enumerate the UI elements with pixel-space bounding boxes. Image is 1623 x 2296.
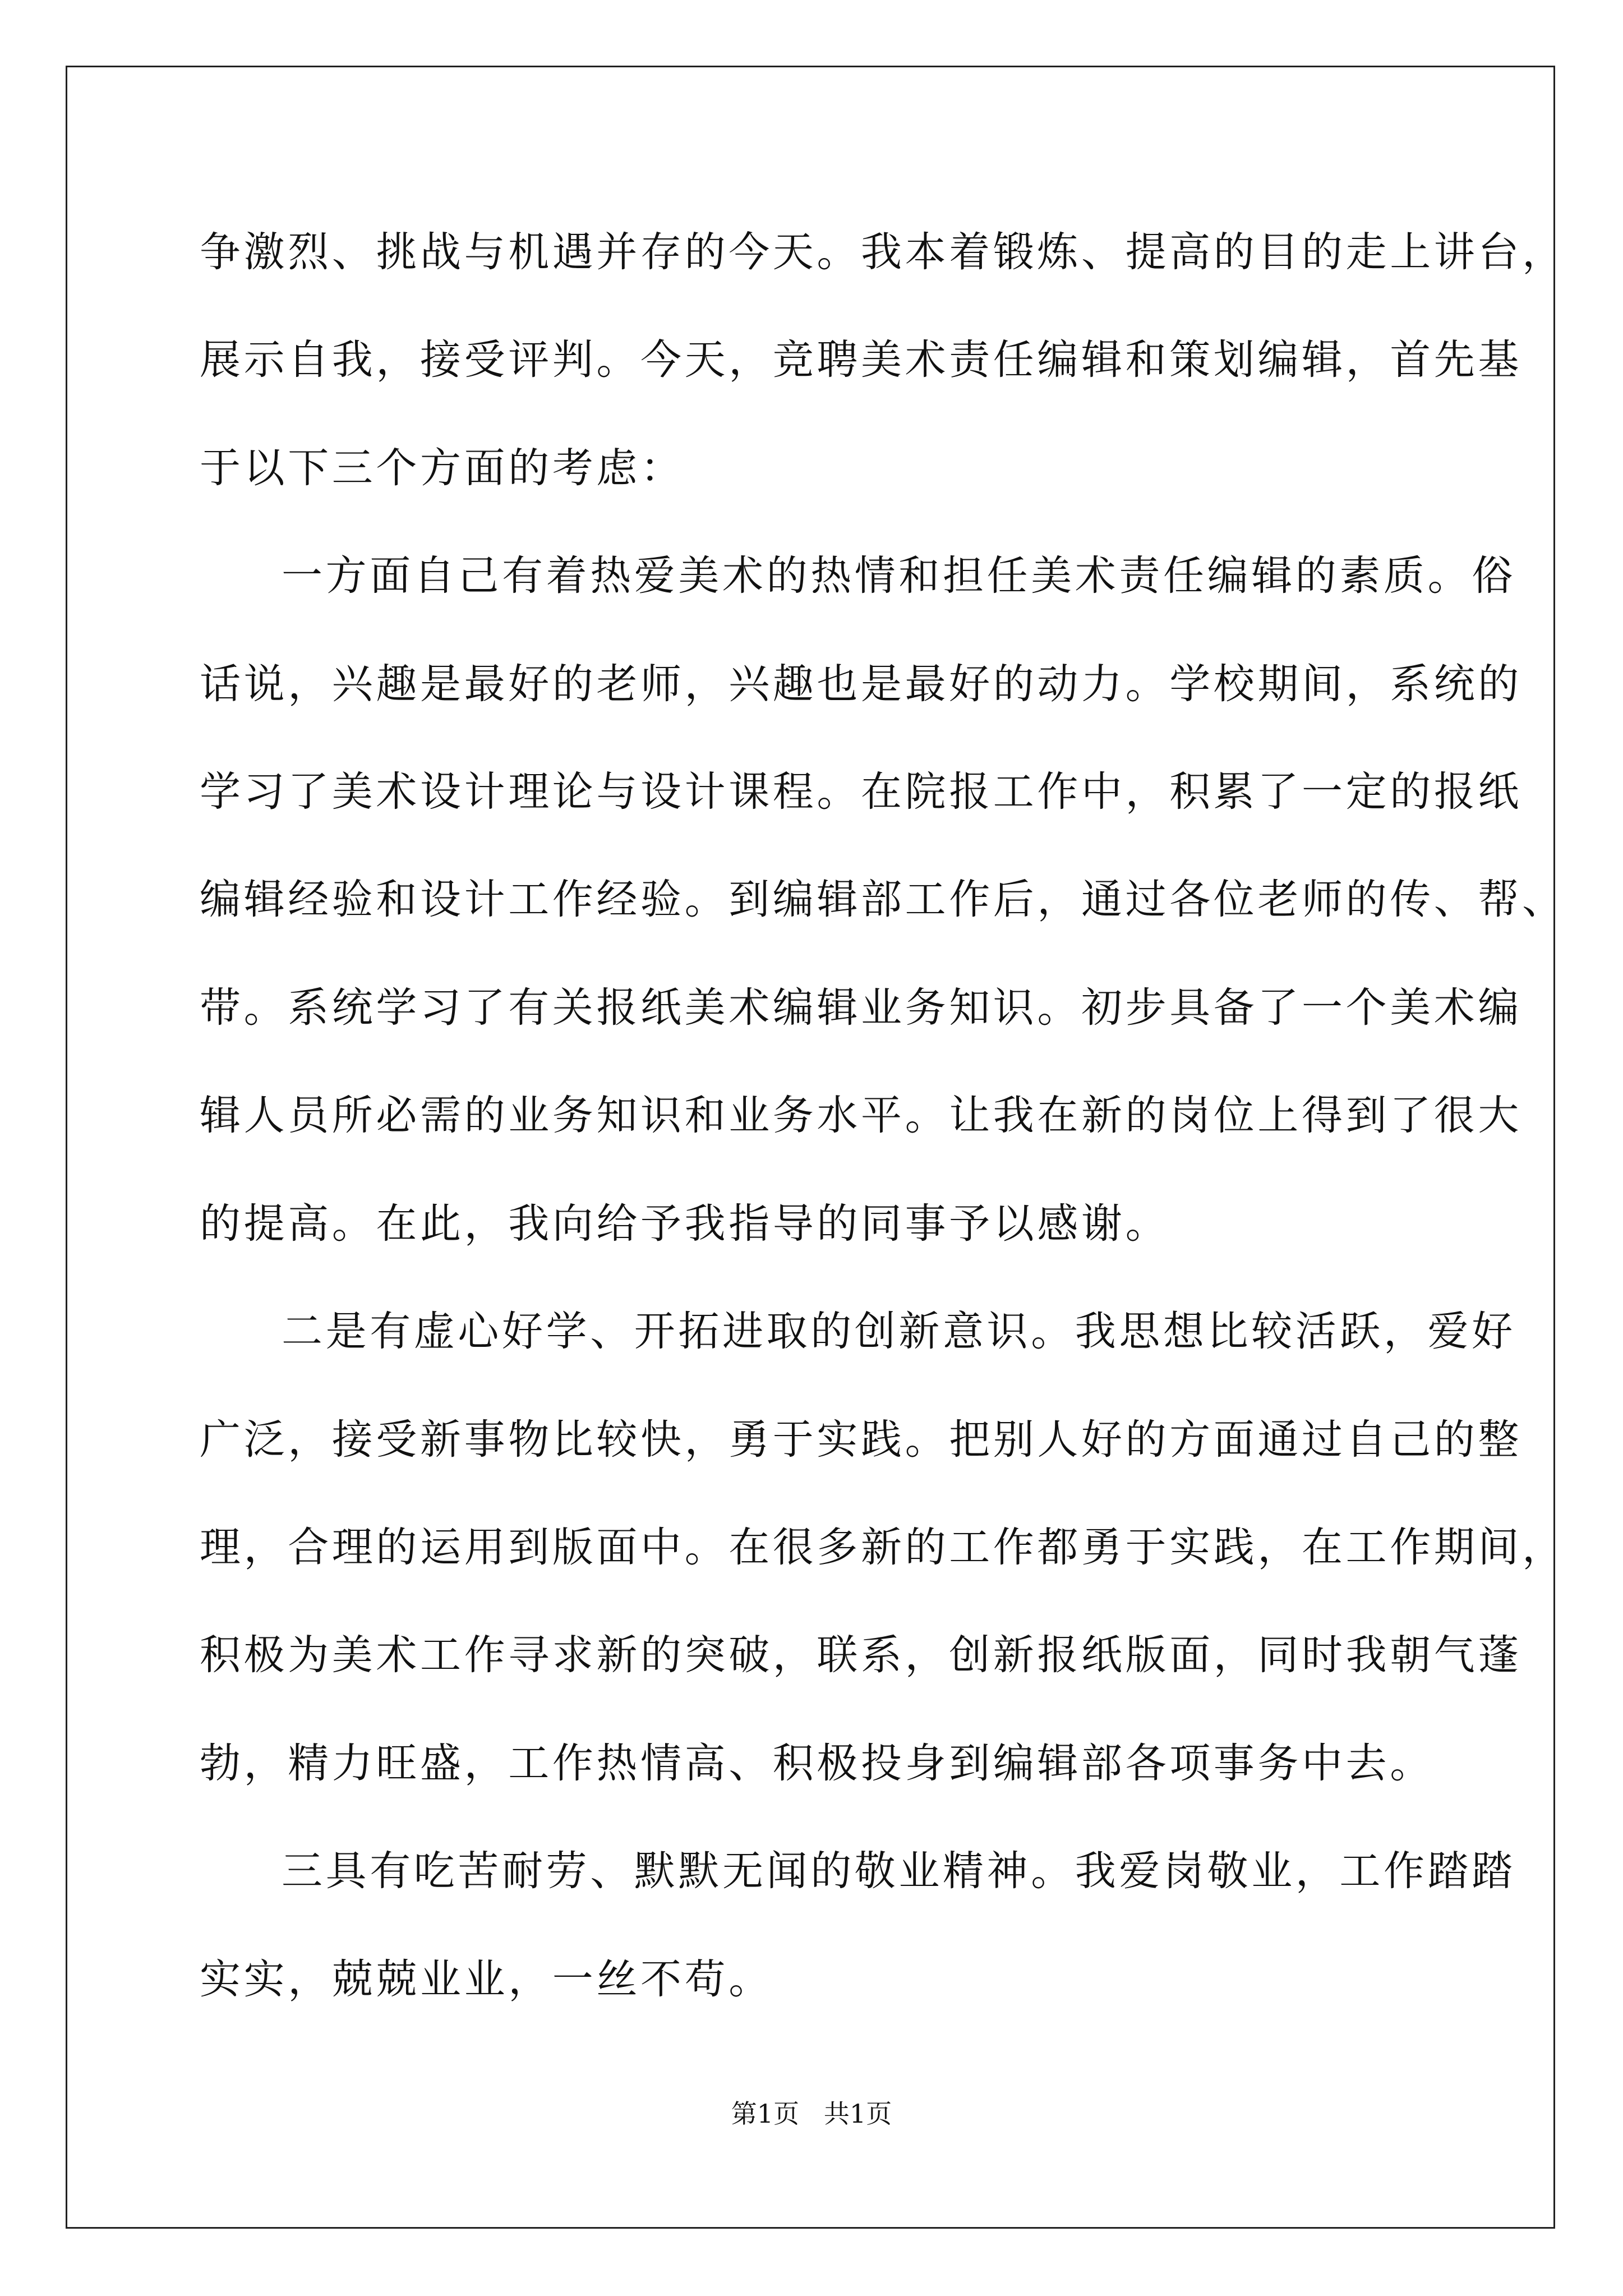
paragraph-start-line: 三具有吃苦耐劳、默默无闻的敬业精神。我爱岗敬业，工作踏踏	[282, 1847, 1516, 1895]
paragraph-start-line: 二是有虚心好学、开拓进取的创新意识。我思想比较活跃，爱好	[282, 1308, 1516, 1355]
page-footer: 第1页 共1页	[731, 2099, 892, 2129]
paragraph-start-line: 一方面自己有着热爱美术的热情和担任美术责任编辑的素质。俗	[282, 552, 1516, 600]
text-line: 争激烈、挑战与机遇并存的今天。我本着锻炼、提高的目的走上讲台，	[200, 228, 1566, 276]
text-line: 实实，兢兢业业，一丝不苟。	[200, 1955, 773, 2003]
text-line: 辑人员所必需的业务知识和业务水平。让我在新的岗位上得到了很大	[200, 1092, 1522, 1139]
text-line: 于以下三个方面的考虑：	[200, 444, 685, 492]
text-line: 带。系统学习了有关报纸美术编辑业务知识。初步具备了一个美术编	[200, 984, 1522, 1032]
page-border	[66, 66, 1555, 2229]
text-line: 话说，兴趣是最好的老师，兴趣也是最好的动力。学校期间，系统的	[200, 660, 1522, 708]
text-line: 编辑经验和设计工作经验。到编辑部工作后，通过各位老师的传、帮、	[200, 876, 1566, 923]
text-line: 积极为美术工作寻求新的突破，联系，创新报纸版面，同时我朝气蓬	[200, 1631, 1522, 1679]
text-line: 的提高。在此，我向给予我指导的同事予以感谢。	[200, 1200, 1170, 1248]
text-line: 勃，精力旺盛，工作热情高、积极投身到编辑部各项事务中去。	[200, 1740, 1434, 1787]
text-line: 广泛，接受新事物比较快，勇于实践。把别人好的方面通过自己的整	[200, 1416, 1522, 1464]
text-line: 学习了美术设计理论与设计课程。在院报工作中，积累了一定的报纸	[200, 768, 1522, 816]
text-line: 展示自我，接受评判。今天，竞聘美术责任编辑和策划编辑，首先基	[200, 336, 1522, 384]
text-line: 理，合理的运用到版面中。在很多新的工作都勇于实践，在工作期间，	[200, 1524, 1566, 1571]
